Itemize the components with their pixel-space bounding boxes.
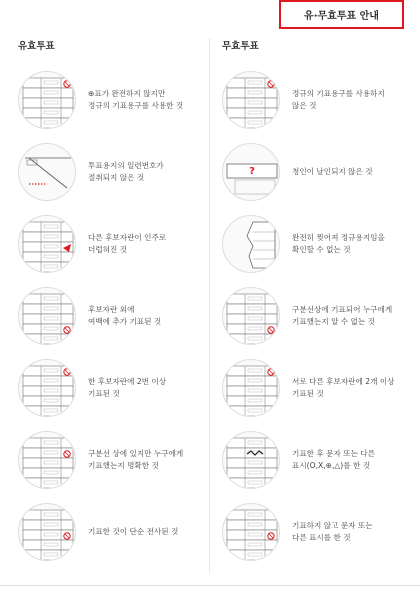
stamp-mark-icon [18, 503, 76, 561]
valid-vote-column [18, 40, 208, 568]
valid-vote-item [18, 424, 208, 496]
valid-vote-heading: 유효투표 [18, 41, 55, 52]
invalid-vote-item [222, 496, 412, 568]
valid-vote-item-text: 투표용지의 일련번호가 절취되지 않은 것 [88, 161, 164, 182]
stamp-mark-icon [18, 431, 76, 489]
invalid-vote-list [222, 64, 412, 568]
invalid-vote-item [222, 136, 412, 208]
invalid-vote-item [222, 352, 412, 424]
invalid-vote-heading: 무효투표 [222, 41, 259, 52]
valid-vote-item-text: 구분선 상에 있지만 누구에게 기표했는지 명확한 것 [88, 449, 184, 470]
invalid-vote-item-text: 완전히 찢어져 정규용지임을 확인할 수 없는 것 [292, 233, 385, 254]
invalid-vote-item-text: 청인이 날인되지 않은 것 [292, 167, 373, 176]
valid-vote-item [18, 280, 208, 352]
stamp-mark-icon [18, 359, 76, 417]
invalid-vote-item [222, 424, 412, 496]
invalid-vote-item [222, 64, 412, 136]
stamp-mark-icon [18, 287, 76, 345]
valid-vote-item-text: 한 후보자란에 2번 이상 기표된 것 [88, 377, 167, 398]
valid-vote-item [18, 136, 208, 208]
stamp-mark-icon [222, 287, 280, 345]
svg-text:?: ? [249, 166, 255, 177]
valid-vote-item [18, 496, 208, 568]
torn-ballot-icon [222, 215, 280, 273]
valid-vote-item-text: 후보자란 외에 여백에 추가 기표된 것 [88, 305, 162, 326]
invalid-vote-item [222, 280, 412, 352]
invalid-vote-column [222, 40, 412, 568]
valid-vote-item-text: 기표한 것이 단순 전사된 것 [88, 527, 179, 536]
column-divider [209, 38, 210, 573]
invalid-vote-item-text: 기표하지 않고 문자 또는 다른 표시를 한 것 [292, 521, 373, 542]
ink-smudge-icon [18, 215, 76, 273]
bottom-divider [0, 585, 420, 586]
valid-vote-item [18, 64, 208, 136]
invalid-vote-item [222, 208, 412, 280]
stamp-mark-icon [18, 71, 76, 129]
scribble-icon [222, 431, 280, 489]
stamp-mark-icon [222, 71, 280, 129]
stamp-mark-icon [222, 503, 280, 561]
invalid-vote-item-text: 정규의 기표용구를 사용하지 않은 것 [292, 89, 385, 110]
valid-vote-item-text: 다른 후보자란이 인주로 더럽혀진 것 [88, 233, 167, 254]
invalid-vote-item-text: 구분선상에 기표되어 누구에게 기표했는지 알 수 없는 것 [292, 305, 393, 326]
invalid-vote-item-text: 서로 다른 후보자란에 2개 이상 기표된 것 [292, 377, 395, 398]
invalid-vote-item-text: 기표한 후 문자 또는 다른 표시(O,X,⊕,△)를 한 것 [292, 449, 376, 470]
valid-vote-item-text: ⊕표가 완전하지 않지만 정규의 기표용구를 사용한 것 [88, 89, 184, 110]
guide-title[interactable]: 유·무효투표 안내 [279, 0, 404, 29]
stamp-mark-icon [222, 359, 280, 417]
ballot-serial-icon [18, 143, 76, 201]
valid-vote-list [18, 64, 208, 568]
valid-vote-item [18, 352, 208, 424]
question-mark-icon [222, 143, 280, 201]
valid-vote-item [18, 208, 208, 280]
